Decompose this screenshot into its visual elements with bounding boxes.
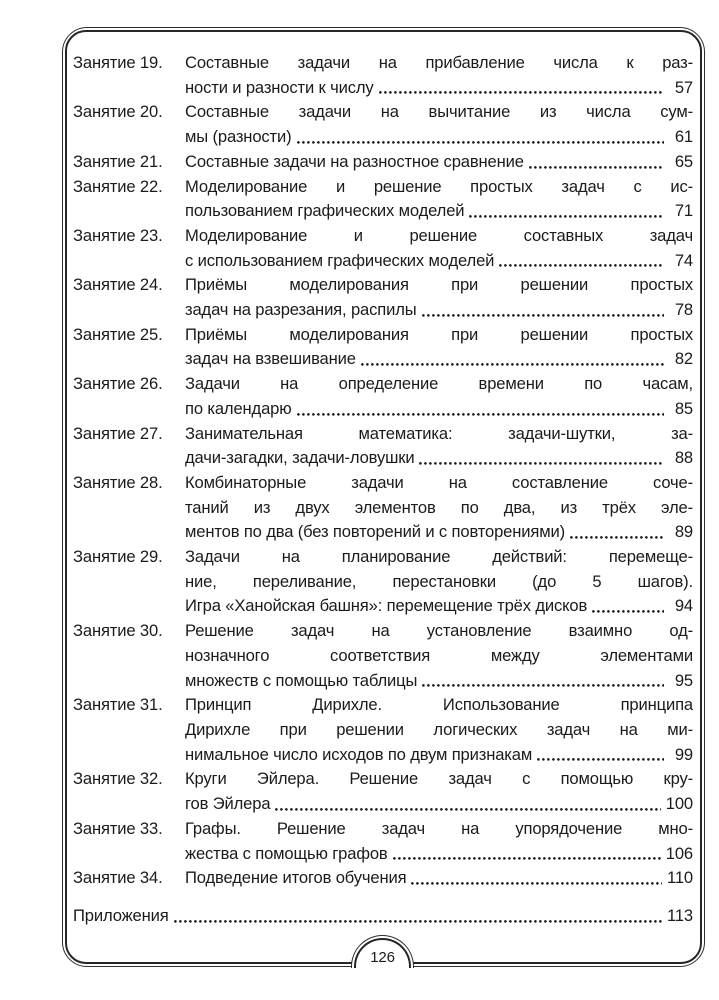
toc-title-line: Дирихле при решении логических задач на ми- bbox=[185, 719, 693, 739]
toc-entry-title bbox=[185, 866, 693, 891]
toc-title-lastline bbox=[185, 520, 693, 545]
dot-leader bbox=[422, 669, 664, 694]
toc-title-lastline bbox=[185, 594, 693, 619]
toc-entry-title bbox=[185, 150, 693, 175]
toc-entry-title bbox=[185, 273, 693, 322]
toc-page-number: 74 bbox=[674, 250, 693, 270]
toc-page-number: 78 bbox=[674, 300, 693, 320]
toc-entry bbox=[73, 224, 693, 273]
toc-page-number: 57 bbox=[674, 77, 693, 97]
toc-title-line: Составные задачи на прибавление числа к раз- bbox=[185, 53, 693, 72]
toc-page-number: 99 bbox=[674, 744, 693, 764]
dot-leader bbox=[419, 446, 664, 471]
toc-entry bbox=[73, 150, 693, 175]
toc-entry-label: Занятие 33. bbox=[73, 818, 163, 838]
toc-page-number: 94 bbox=[674, 596, 693, 616]
toc-page-number: 100 bbox=[665, 794, 693, 814]
toc-title-line: Приёмы моделирования при решении простых bbox=[185, 324, 693, 344]
toc-page-number: 88 bbox=[674, 448, 693, 468]
toc-title-lastline bbox=[185, 298, 693, 323]
toc-entry bbox=[73, 866, 693, 891]
toc-title-lastline bbox=[185, 150, 693, 175]
toc-title-line: Графы. Решение задач на упорядочение мно- bbox=[185, 818, 693, 838]
toc-entry bbox=[73, 693, 693, 767]
toc-title-lastline bbox=[185, 669, 693, 694]
toc-title-text: по календарю bbox=[185, 398, 292, 418]
toc-entry bbox=[73, 545, 693, 619]
toc-title-text: задач на разрезания, распилы bbox=[185, 300, 417, 320]
toc-title-lastline bbox=[185, 397, 693, 422]
toc-entry-label: Занятие 26. bbox=[73, 374, 163, 394]
dot-leader bbox=[411, 866, 662, 891]
toc-entry bbox=[73, 100, 693, 149]
toc-title-lastline bbox=[185, 842, 693, 867]
toc-entry bbox=[73, 471, 693, 545]
toc-title-line: Приёмы моделирования при решении простых bbox=[185, 275, 693, 295]
toc-title-lastline bbox=[185, 866, 693, 891]
toc-title-line: Моделирование и решение простых задач с ис- bbox=[185, 176, 693, 196]
dot-leader bbox=[469, 199, 664, 224]
toc-entry-title bbox=[185, 545, 693, 619]
toc-entry-label: Занятие 32. bbox=[73, 769, 163, 789]
toc-title-text: Составные задачи на разностное сравнение bbox=[185, 151, 524, 171]
dot-leader bbox=[393, 842, 661, 867]
appendix-page-number: 113 bbox=[666, 905, 693, 925]
toc-entry-label: Занятие 34. bbox=[73, 868, 163, 888]
dot-leader bbox=[379, 76, 664, 101]
dot-leader bbox=[537, 743, 664, 768]
toc-title-text: задач на взвешивание bbox=[185, 349, 356, 369]
toc-title-line: Задачи на определение времени по часам, bbox=[185, 374, 693, 394]
toc-title-text: дачи-загадки, задачи-ловушки bbox=[185, 448, 415, 468]
toc-title-text: множеств с помощью таблицы bbox=[185, 670, 418, 690]
toc-page-number: 71 bbox=[674, 201, 693, 221]
toc-entry-title bbox=[185, 372, 693, 421]
toc-entry-label: Занятие 30. bbox=[73, 621, 163, 641]
dot-leader bbox=[297, 397, 664, 422]
toc-entry-label: Занятие 28. bbox=[73, 472, 163, 492]
dot-leader bbox=[361, 347, 664, 372]
toc-entry bbox=[73, 619, 693, 693]
toc-entry-label: Занятие 31. bbox=[73, 695, 163, 715]
toc-title-text: Игра «Ханойская башня»: перемещение трёх дисков bbox=[185, 596, 588, 616]
toc-page-number: 61 bbox=[674, 127, 693, 147]
toc-title-text: Подведение итогов обучения bbox=[185, 868, 407, 888]
dot-leader bbox=[570, 520, 664, 545]
toc-entries bbox=[73, 51, 693, 891]
dot-leader bbox=[174, 904, 662, 929]
dot-leader bbox=[297, 125, 665, 150]
toc-page-number: 110 bbox=[666, 868, 693, 888]
toc-entry bbox=[73, 273, 693, 322]
toc-title-line: Занимательная математика: задачи-шутки, за- bbox=[185, 423, 693, 443]
toc-title-text: с использованием графических моделей bbox=[185, 250, 495, 270]
toc-title-text: ментов по два (без повторений и с повторениями) bbox=[185, 522, 565, 542]
toc-entry-title bbox=[185, 224, 693, 273]
dot-leader bbox=[592, 594, 664, 619]
toc-entry bbox=[73, 175, 693, 224]
dot-leader bbox=[422, 298, 664, 323]
toc-entry-label: Занятие 21. bbox=[73, 151, 163, 171]
toc-title-line: Моделирование и решение составных задач bbox=[185, 225, 693, 245]
toc-entry-label: Занятие 22. bbox=[73, 176, 163, 196]
toc-entry bbox=[73, 767, 693, 816]
toc-entry-label: Занятие 25. bbox=[73, 324, 163, 344]
toc-entry-label: Занятие 23. bbox=[73, 225, 163, 245]
toc-title-lastline bbox=[185, 76, 693, 101]
toc-title-line: Составные задачи на вычитание из числа сум- bbox=[185, 102, 693, 122]
toc-entry-title bbox=[185, 471, 693, 545]
appendix-label: Приложения bbox=[73, 905, 169, 925]
toc-title-line: Принцип Дирихле. Использование принципа bbox=[185, 695, 693, 715]
toc-entry-title bbox=[185, 175, 693, 224]
toc-entry bbox=[73, 817, 693, 866]
toc-title-text: ности и разности к числу bbox=[185, 77, 374, 97]
toc-entry bbox=[73, 422, 693, 471]
toc-entry bbox=[73, 372, 693, 421]
toc-entry-label: Занятие 29. bbox=[73, 547, 163, 567]
toc-title-text: гов Эйлера bbox=[185, 794, 271, 814]
toc-entry bbox=[73, 51, 693, 100]
toc-title-line: Комбинаторные задачи на составление соче- bbox=[185, 472, 693, 492]
toc-entry-title bbox=[185, 51, 693, 100]
toc-page-number: 82 bbox=[674, 349, 693, 369]
toc-title-text: жества с помощью графов bbox=[185, 843, 388, 863]
toc-title-text: пользованием графических моделей bbox=[185, 201, 465, 221]
toc-entry-label: Занятие 19. bbox=[73, 53, 163, 72]
toc-entry-title bbox=[185, 422, 693, 471]
toc-entry-title bbox=[185, 693, 693, 767]
toc-title-lastline bbox=[185, 446, 693, 471]
toc-entry-title bbox=[185, 619, 693, 693]
toc-entry-label: Занятие 27. bbox=[73, 423, 163, 443]
toc-page-number: 95 bbox=[674, 670, 693, 690]
toc-title-text: мы (разности) bbox=[185, 127, 292, 147]
dot-leader bbox=[529, 150, 664, 175]
toc-appendix-row bbox=[73, 904, 693, 929]
toc-title-lastline bbox=[185, 125, 693, 150]
toc-title-line: Задачи на планирование действий: перемеще- bbox=[185, 547, 693, 567]
toc-page-number: 85 bbox=[674, 398, 693, 418]
toc-title-line: Решение задач на установление взаимно од- bbox=[185, 621, 693, 641]
toc-entry-title bbox=[185, 323, 693, 372]
dot-leader bbox=[275, 792, 660, 817]
toc-entry-title bbox=[185, 100, 693, 149]
toc-entry bbox=[73, 323, 693, 372]
toc-entry-title bbox=[185, 817, 693, 866]
toc-title-line: ние, переливание, перестановки (до 5 шагов). bbox=[185, 571, 693, 591]
toc-entry-label: Занятие 24. bbox=[73, 275, 163, 295]
table-of-contents bbox=[73, 51, 693, 929]
toc-title-text: нимальное число исходов по двум признакам bbox=[185, 744, 533, 764]
toc-entry-title bbox=[185, 767, 693, 816]
toc-page-number: 65 bbox=[674, 151, 693, 171]
toc-title-lastline bbox=[185, 347, 693, 372]
toc-title-line: Круги Эйлера. Решение задач с помощью кру- bbox=[185, 769, 693, 789]
page-number: 126 bbox=[370, 949, 395, 966]
toc-entry-label: Занятие 20. bbox=[73, 102, 163, 122]
toc-title-line: таний из двух элементов по два, из трёх эле- bbox=[185, 497, 693, 517]
dot-leader bbox=[499, 249, 664, 274]
toc-title-lastline bbox=[185, 792, 693, 817]
toc-title-lastline bbox=[185, 743, 693, 768]
toc-page-number: 106 bbox=[665, 843, 693, 863]
toc-title-lastline bbox=[185, 249, 693, 274]
toc-page-number: 89 bbox=[674, 522, 693, 542]
toc-title-line: нозначного соответствия между элементами bbox=[185, 645, 693, 665]
toc-title-lastline bbox=[185, 199, 693, 224]
